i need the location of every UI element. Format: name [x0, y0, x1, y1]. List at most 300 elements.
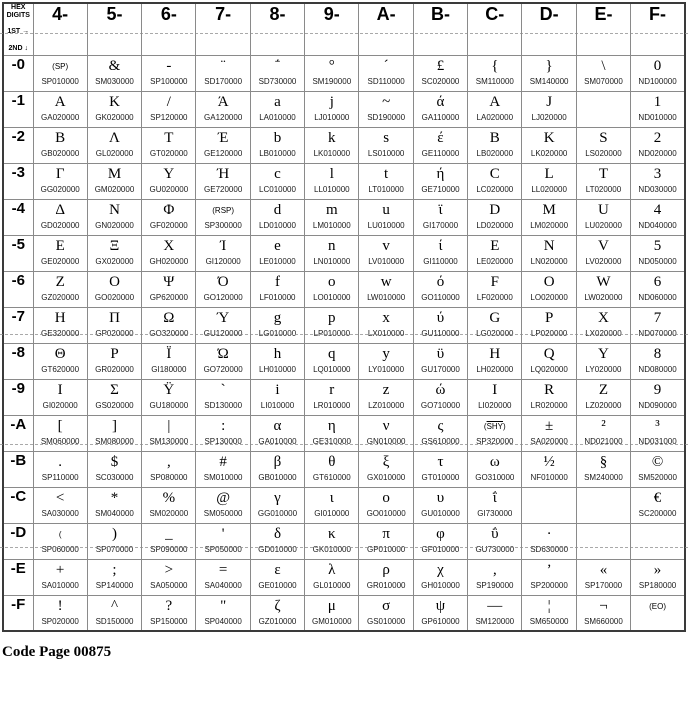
cell-code: LP010000 [313, 328, 351, 338]
cell-glyph [577, 488, 630, 509]
cell-glyph: β [273, 453, 282, 470]
table-cell [468, 55, 522, 91]
table-cell [522, 415, 576, 451]
cell-code: GE120000 [204, 148, 243, 158]
cell-code: GE720000 [204, 184, 243, 194]
table-cell [305, 595, 359, 631]
cell-glyph: D [489, 201, 501, 218]
table-cell [250, 55, 304, 91]
table-row-E [3, 559, 685, 595]
cell-code: LT010000 [368, 184, 404, 194]
cell-code: GA010000 [258, 436, 297, 446]
table-cell [196, 235, 250, 271]
cell-code: SC030000 [95, 472, 134, 482]
cell-glyph: Ρ [110, 345, 119, 362]
cell-glyph: » [653, 561, 662, 578]
cell-code: LW010000 [367, 292, 406, 302]
cell-glyph: S [599, 129, 608, 146]
cell-code: GL010000 [313, 580, 351, 590]
table-cell [250, 523, 304, 559]
cell-code: SM080000 [95, 436, 134, 446]
cell-code: LF020000 [476, 292, 513, 302]
table-cell [305, 271, 359, 307]
table-cell [250, 127, 304, 163]
cell-glyph: Χ [163, 237, 175, 254]
cell-glyph: E [490, 237, 500, 254]
table-cell [87, 199, 141, 235]
cell-code: GD010000 [258, 544, 297, 554]
table-cell [631, 163, 685, 199]
cell-code: GI180000 [151, 364, 187, 374]
cell-glyph: X [598, 309, 609, 326]
cell-code: SP120000 [150, 112, 188, 122]
table-cell [196, 415, 250, 451]
table-cell [413, 559, 467, 595]
cell-glyph: 1 [653, 93, 662, 110]
cell-glyph: « [599, 561, 608, 578]
cell-glyph: ‚ [492, 561, 498, 578]
cell-code: GK020000 [95, 112, 134, 122]
cell-code: ND070000 [638, 328, 677, 338]
cell-code: LD010000 [259, 220, 296, 230]
table-cell [631, 91, 685, 127]
cell-glyph: Τ [164, 129, 174, 146]
table-cell [250, 343, 304, 379]
cell-glyph: * [110, 489, 119, 506]
table-cell [359, 379, 413, 415]
cell-code: GU170000 [421, 364, 460, 374]
table-cell [576, 343, 630, 379]
cell-code: GN010000 [366, 436, 406, 446]
cell-code: GA110000 [421, 112, 460, 122]
cell-code: SP090000 [150, 544, 188, 554]
cell-glyph: ώ [435, 381, 446, 398]
table-cell [87, 451, 141, 487]
cell-code: GI730000 [477, 508, 513, 518]
cell-code: SP170000 [584, 580, 623, 590]
table-cell [576, 199, 630, 235]
cell-code: LM020000 [530, 220, 569, 230]
cell-glyph [577, 524, 630, 545]
cell-code: GD020000 [40, 220, 80, 230]
cell-code: SM070000 [584, 76, 623, 86]
table-cell [413, 595, 467, 631]
row-label-1: -1 [3, 91, 33, 127]
cell-code: SM010000 [203, 472, 243, 482]
cell-glyph: Δ [55, 201, 65, 218]
cell-glyph: υ [436, 489, 445, 506]
cell-code: LH010000 [259, 364, 296, 374]
row-label-E: -E [3, 559, 33, 595]
table-cell [576, 163, 630, 199]
cell-glyph: ½ [543, 453, 555, 470]
cell-code: ND021000 [584, 436, 623, 446]
cell-glyph: z [382, 381, 390, 398]
cell-code: GT620000 [41, 364, 80, 374]
cell-code: SP010000 [41, 76, 79, 86]
cell-glyph: ΐ [492, 489, 497, 506]
cell-glyph: \ [601, 57, 606, 74]
cell-code: LO010000 [313, 292, 351, 302]
table-row-9 [3, 379, 685, 415]
table-cell [33, 559, 87, 595]
table-cell [305, 451, 359, 487]
cell-code: SP140000 [95, 580, 134, 590]
cell-code: SM140000 [529, 76, 569, 86]
cell-code: SP130000 [204, 436, 242, 446]
cell-glyph: A [489, 93, 501, 110]
cell-code: SA020000 [530, 436, 568, 446]
cell-code: GP020000 [95, 328, 134, 338]
cell-glyph: Ν [109, 201, 120, 218]
table-row-B [3, 451, 685, 487]
table-cell [142, 91, 196, 127]
cell-glyph: y [382, 345, 390, 362]
column-header-9: 9- [305, 3, 359, 55]
cell-glyph: J [546, 93, 553, 110]
cell-glyph: o [328, 273, 336, 290]
cell-glyph: ´ [383, 57, 389, 74]
row-label-0: -0 [3, 55, 33, 91]
cell-glyph: τ [437, 453, 444, 470]
cell-glyph: a [274, 93, 281, 110]
table-cell [250, 235, 304, 271]
cell-code: LJ010000 [314, 112, 350, 122]
cell-glyph: C [489, 165, 500, 182]
cell-code: GU120000 [203, 328, 243, 338]
cell-glyph: · [546, 525, 552, 542]
table-cell [359, 451, 413, 487]
cell-code: GO120000 [203, 292, 243, 302]
table-cell [33, 415, 87, 451]
cell-glyph: ψ [435, 597, 446, 614]
cell-glyph: Ξ [109, 237, 120, 254]
table-cell [142, 199, 196, 235]
table-cell [522, 55, 576, 91]
row-label-A: -A [3, 415, 33, 451]
table-cell [305, 127, 359, 163]
cell-code: SM110000 [475, 76, 514, 86]
cell-glyph: P [544, 309, 554, 326]
cell-code: SP070000 [95, 544, 134, 554]
cell-glyph: H [489, 345, 501, 362]
table-cell [359, 271, 413, 307]
table-cell [631, 595, 685, 631]
cell-glyph: 8 [653, 345, 662, 362]
table-cell [359, 523, 413, 559]
cell-glyph: p [328, 309, 336, 326]
cell-glyph: Ω [163, 309, 175, 326]
table-cell [142, 235, 196, 271]
table-cell [87, 271, 141, 307]
cell-glyph: ο [382, 489, 390, 506]
cell-glyph: j [329, 93, 334, 110]
table-cell [468, 91, 522, 127]
row-label-6: -6 [3, 271, 33, 307]
cell-glyph: Κ [109, 93, 120, 110]
table-cell [250, 451, 304, 487]
cell-code: SD130000 [204, 400, 243, 410]
cell-code: GP010000 [367, 544, 406, 554]
cell-code: GO720000 [203, 364, 243, 374]
cell-code: GH020000 [149, 256, 189, 266]
cell-code: LO020000 [530, 292, 568, 302]
corner-cell [3, 3, 33, 55]
cell-code: SD110000 [367, 76, 405, 86]
cell-glyph: $ [110, 453, 119, 470]
table-cell [196, 163, 250, 199]
cell-glyph: Ψ [163, 273, 175, 290]
row-label-5: -5 [3, 235, 33, 271]
table-cell [33, 271, 87, 307]
table-cell [576, 595, 630, 631]
cell-glyph: δ [273, 525, 282, 542]
cell-glyph: 3 [653, 165, 662, 182]
table-cell [196, 199, 250, 235]
cell-code: SD190000 [367, 112, 406, 122]
cell-code: LV020000 [585, 256, 622, 266]
cell-code: LK020000 [530, 148, 568, 158]
cell-code: GT010000 [421, 472, 460, 482]
table-cell [359, 487, 413, 523]
cell-code: LQ010000 [313, 364, 351, 374]
table-cell [87, 379, 141, 415]
table-cell [576, 379, 630, 415]
cell-code: GI170000 [422, 220, 459, 230]
cell-code: LU020000 [584, 220, 622, 230]
table-cell [359, 235, 413, 271]
cell-glyph: Ά [217, 93, 229, 110]
cell-glyph: σ [382, 597, 391, 614]
table-cell [413, 487, 467, 523]
cell-glyph: Έ [217, 129, 229, 146]
cell-glyph: x [382, 309, 390, 326]
table-cell [142, 271, 196, 307]
table-cell [522, 127, 576, 163]
cell-glyph: ΅ [274, 57, 280, 74]
cell-code: GG020000 [40, 184, 80, 194]
cell-code: SP200000 [530, 580, 568, 590]
table-cell [631, 55, 685, 91]
cell-code: GT020000 [149, 148, 188, 158]
cell-code: LS010000 [367, 148, 405, 158]
row-label-4: -4 [3, 199, 33, 235]
table-cell [196, 379, 250, 415]
table-cell [576, 127, 630, 163]
cell-code: LE020000 [476, 256, 514, 266]
table-cell [196, 595, 250, 631]
cell-code: SD730000 [258, 76, 297, 86]
cell-glyph: f [274, 273, 280, 290]
cell-code: SC020000 [421, 76, 460, 86]
cell-code: ND090000 [638, 400, 677, 410]
table-cell [468, 415, 522, 451]
cell-code: LG020000 [476, 328, 514, 338]
table-cell [87, 307, 141, 343]
cell-code: GM010000 [312, 616, 352, 626]
table-cell [33, 343, 87, 379]
cell-code: SP060000 [41, 544, 79, 554]
cell-glyph: r [329, 381, 335, 398]
cell-glyph: & [108, 57, 121, 74]
cell-glyph: ³ [655, 417, 660, 434]
cell-code: GU020000 [149, 184, 189, 194]
cell-code: SM130000 [149, 436, 189, 446]
cell-glyph: F [490, 273, 499, 290]
cell-glyph: } [545, 57, 553, 74]
cell-glyph: h [273, 345, 282, 362]
table-row-4 [3, 199, 685, 235]
cell-code: SP040000 [204, 616, 242, 626]
cell-code: SM030000 [95, 76, 134, 86]
cell-glyph: B [489, 129, 500, 146]
table-cell [33, 523, 87, 559]
cell-code: LB020000 [476, 148, 514, 158]
cell-code: LI020000 [478, 400, 512, 410]
cell-code: LR020000 [530, 400, 568, 410]
cell-code: GG010000 [257, 508, 298, 518]
cell-glyph: ) [111, 525, 117, 542]
cell-code: GO020000 [94, 292, 135, 302]
table-cell [250, 379, 304, 415]
column-header-4: 4- [33, 3, 87, 55]
cell-code: SA030000 [41, 508, 79, 518]
table-cell [522, 595, 576, 631]
cell-glyph: κ [328, 525, 336, 542]
cell-glyph: ² [601, 417, 606, 434]
cell-code: SM060000 [40, 436, 80, 446]
table-row-C [3, 487, 685, 523]
cell-glyph: $(\overline{SHY})$ [483, 421, 506, 431]
cell-glyph: N [543, 237, 555, 254]
cell-code: GI120000 [205, 256, 241, 266]
table-row-5 [3, 235, 685, 271]
cell-glyph: Ο [109, 273, 120, 290]
cell-glyph: λ [328, 561, 336, 578]
table-cell [33, 451, 87, 487]
cell-code: LW020000 [584, 292, 623, 302]
cell-code: LT020000 [585, 184, 622, 194]
table-cell [305, 163, 359, 199]
cell-glyph: Φ [163, 201, 175, 218]
cell-code: LR010000 [313, 400, 351, 410]
cell-glyph: © [651, 453, 664, 470]
cell-glyph: e [274, 237, 281, 254]
row-label-D: -D [3, 523, 33, 559]
row-label-3: -3 [3, 163, 33, 199]
row-label-9: -9 [3, 379, 33, 415]
cell-code: GE020000 [41, 256, 80, 266]
cell-glyph: i [275, 381, 280, 398]
cell-glyph: l [329, 165, 334, 182]
cell-glyph: (EO) [649, 601, 666, 611]
cell-code: LL020000 [531, 184, 567, 194]
cell-code: LJ020000 [531, 112, 567, 122]
table-cell [576, 451, 630, 487]
cell-code: SA040000 [204, 580, 242, 590]
cell-code: GO010000 [366, 508, 406, 518]
cell-glyph: Η [54, 309, 66, 326]
cell-glyph: = [218, 561, 228, 578]
table-cell [33, 379, 87, 415]
cell-code: GL020000 [95, 148, 134, 158]
cell-code: GN020000 [95, 220, 134, 230]
cell-glyph: G [489, 309, 501, 326]
table-cell [522, 487, 576, 523]
table-cell [250, 595, 304, 631]
cell-glyph: 9 [653, 381, 662, 398]
cell-glyph: € [653, 489, 662, 506]
table-cell [250, 307, 304, 343]
table-cell [413, 235, 467, 271]
cell-glyph: Λ [109, 129, 120, 146]
cell-code: ND060000 [638, 292, 677, 302]
table-cell [359, 163, 413, 199]
cell-glyph [577, 92, 630, 113]
table-cell [468, 163, 522, 199]
table-cell [305, 199, 359, 235]
column-header-6: 6- [142, 3, 196, 55]
table-cell [33, 163, 87, 199]
cell-code: SP150000 [150, 616, 188, 626]
cell-glyph: ¬ [599, 597, 608, 614]
table-cell [142, 127, 196, 163]
table-cell [631, 235, 685, 271]
table-cell [631, 343, 685, 379]
table-cell [468, 271, 522, 307]
table-row-3 [3, 163, 685, 199]
table-cell [87, 415, 141, 451]
cell-glyph: Θ [54, 345, 66, 362]
cell-glyph: ? [165, 597, 173, 614]
table-cell [359, 595, 413, 631]
cell-glyph: ζ [274, 597, 281, 614]
cell-code: GX020000 [95, 256, 134, 266]
cell-glyph: ° [328, 57, 335, 74]
column-header-E: E- [576, 3, 630, 55]
table-cell [33, 307, 87, 343]
table-cell [196, 343, 250, 379]
table-cell [305, 91, 359, 127]
table-cell [413, 271, 467, 307]
cell-glyph: Γ [55, 165, 65, 182]
cell-code: SC200000 [638, 508, 677, 518]
cell-glyph: Ό [217, 273, 229, 290]
column-header-8: 8- [250, 3, 304, 55]
table-cell [87, 559, 141, 595]
table-cell [631, 451, 685, 487]
table-row-6 [3, 271, 685, 307]
cell-glyph: 0 [653, 57, 662, 74]
cell-code: LS020000 [585, 148, 622, 158]
cell-glyph: § [599, 453, 608, 470]
table-cell [576, 559, 630, 595]
table-cell [576, 415, 630, 451]
table-cell [33, 91, 87, 127]
table-cell [468, 451, 522, 487]
cell-code: LP020000 [530, 328, 568, 338]
table-cell [413, 91, 467, 127]
table-cell [305, 235, 359, 271]
table-cell [468, 127, 522, 163]
cell-glyph: # [219, 453, 227, 470]
table-cell [87, 163, 141, 199]
cell-glyph: (SP) [52, 61, 69, 71]
column-header-F: F- [631, 3, 685, 55]
cell-glyph: Ζ [55, 273, 65, 290]
table-cell [468, 595, 522, 631]
table-cell [87, 91, 141, 127]
